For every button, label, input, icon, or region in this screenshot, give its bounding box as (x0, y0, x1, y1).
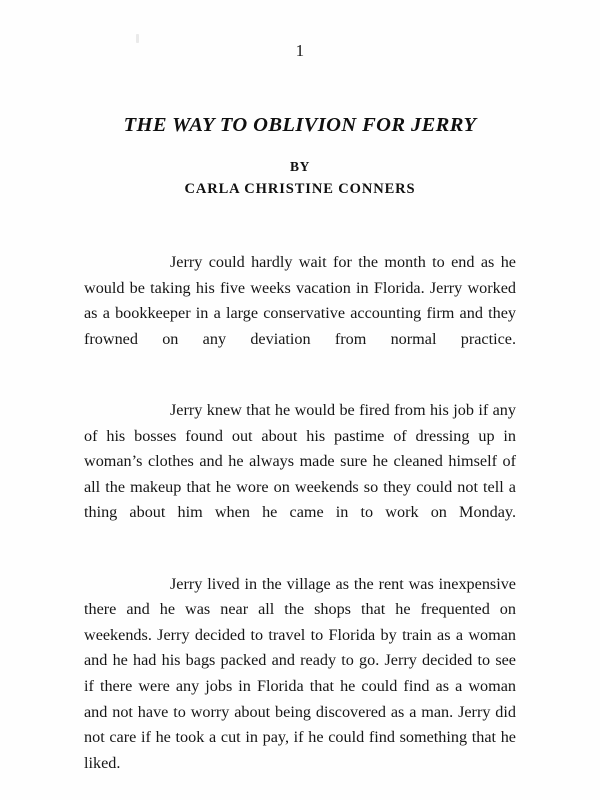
paragraph: Jerry knew that he would be fired from his job if any of his bosses found out about his pastime of dressing up in woman’s clothes and he always made sure he cleaned himself of all the makeup that he wore on weekends so they could not tell a thing about him when he came in to work on Monday. (84, 400, 516, 522)
page-title: THE WAY TO OBLIVION FOR JERRY (123, 113, 477, 136)
paragraph: Jerry could hardly wait for the month to end as he would be taking his five weeks vacation in Florida. Jerry worked as a bookkeeper in a large conservative accounting firm and they frowned on any deviation from normal practice. (84, 253, 516, 348)
byline-author-name: CARLA CHRISTINE CONNERS (184, 181, 416, 198)
body-text (84, 250, 516, 802)
byline (0, 159, 600, 200)
paragraph: Jerry lived in the village as the rent was inexpensive there and he was near all the shops that he frequented on weekends. Jerry decided to travel to Florida by train as a woman and he had his bags packed and ready to go. Jerry decided to see if there were any jobs in Florida that he could find as a woman and not have to worry about being discovered as a man. Jerry did not care if he took a cut in pay, if he could find something that he liked. (84, 574, 516, 772)
byline-by-label: BY (290, 159, 310, 174)
page-number: 1 (295, 41, 305, 60)
